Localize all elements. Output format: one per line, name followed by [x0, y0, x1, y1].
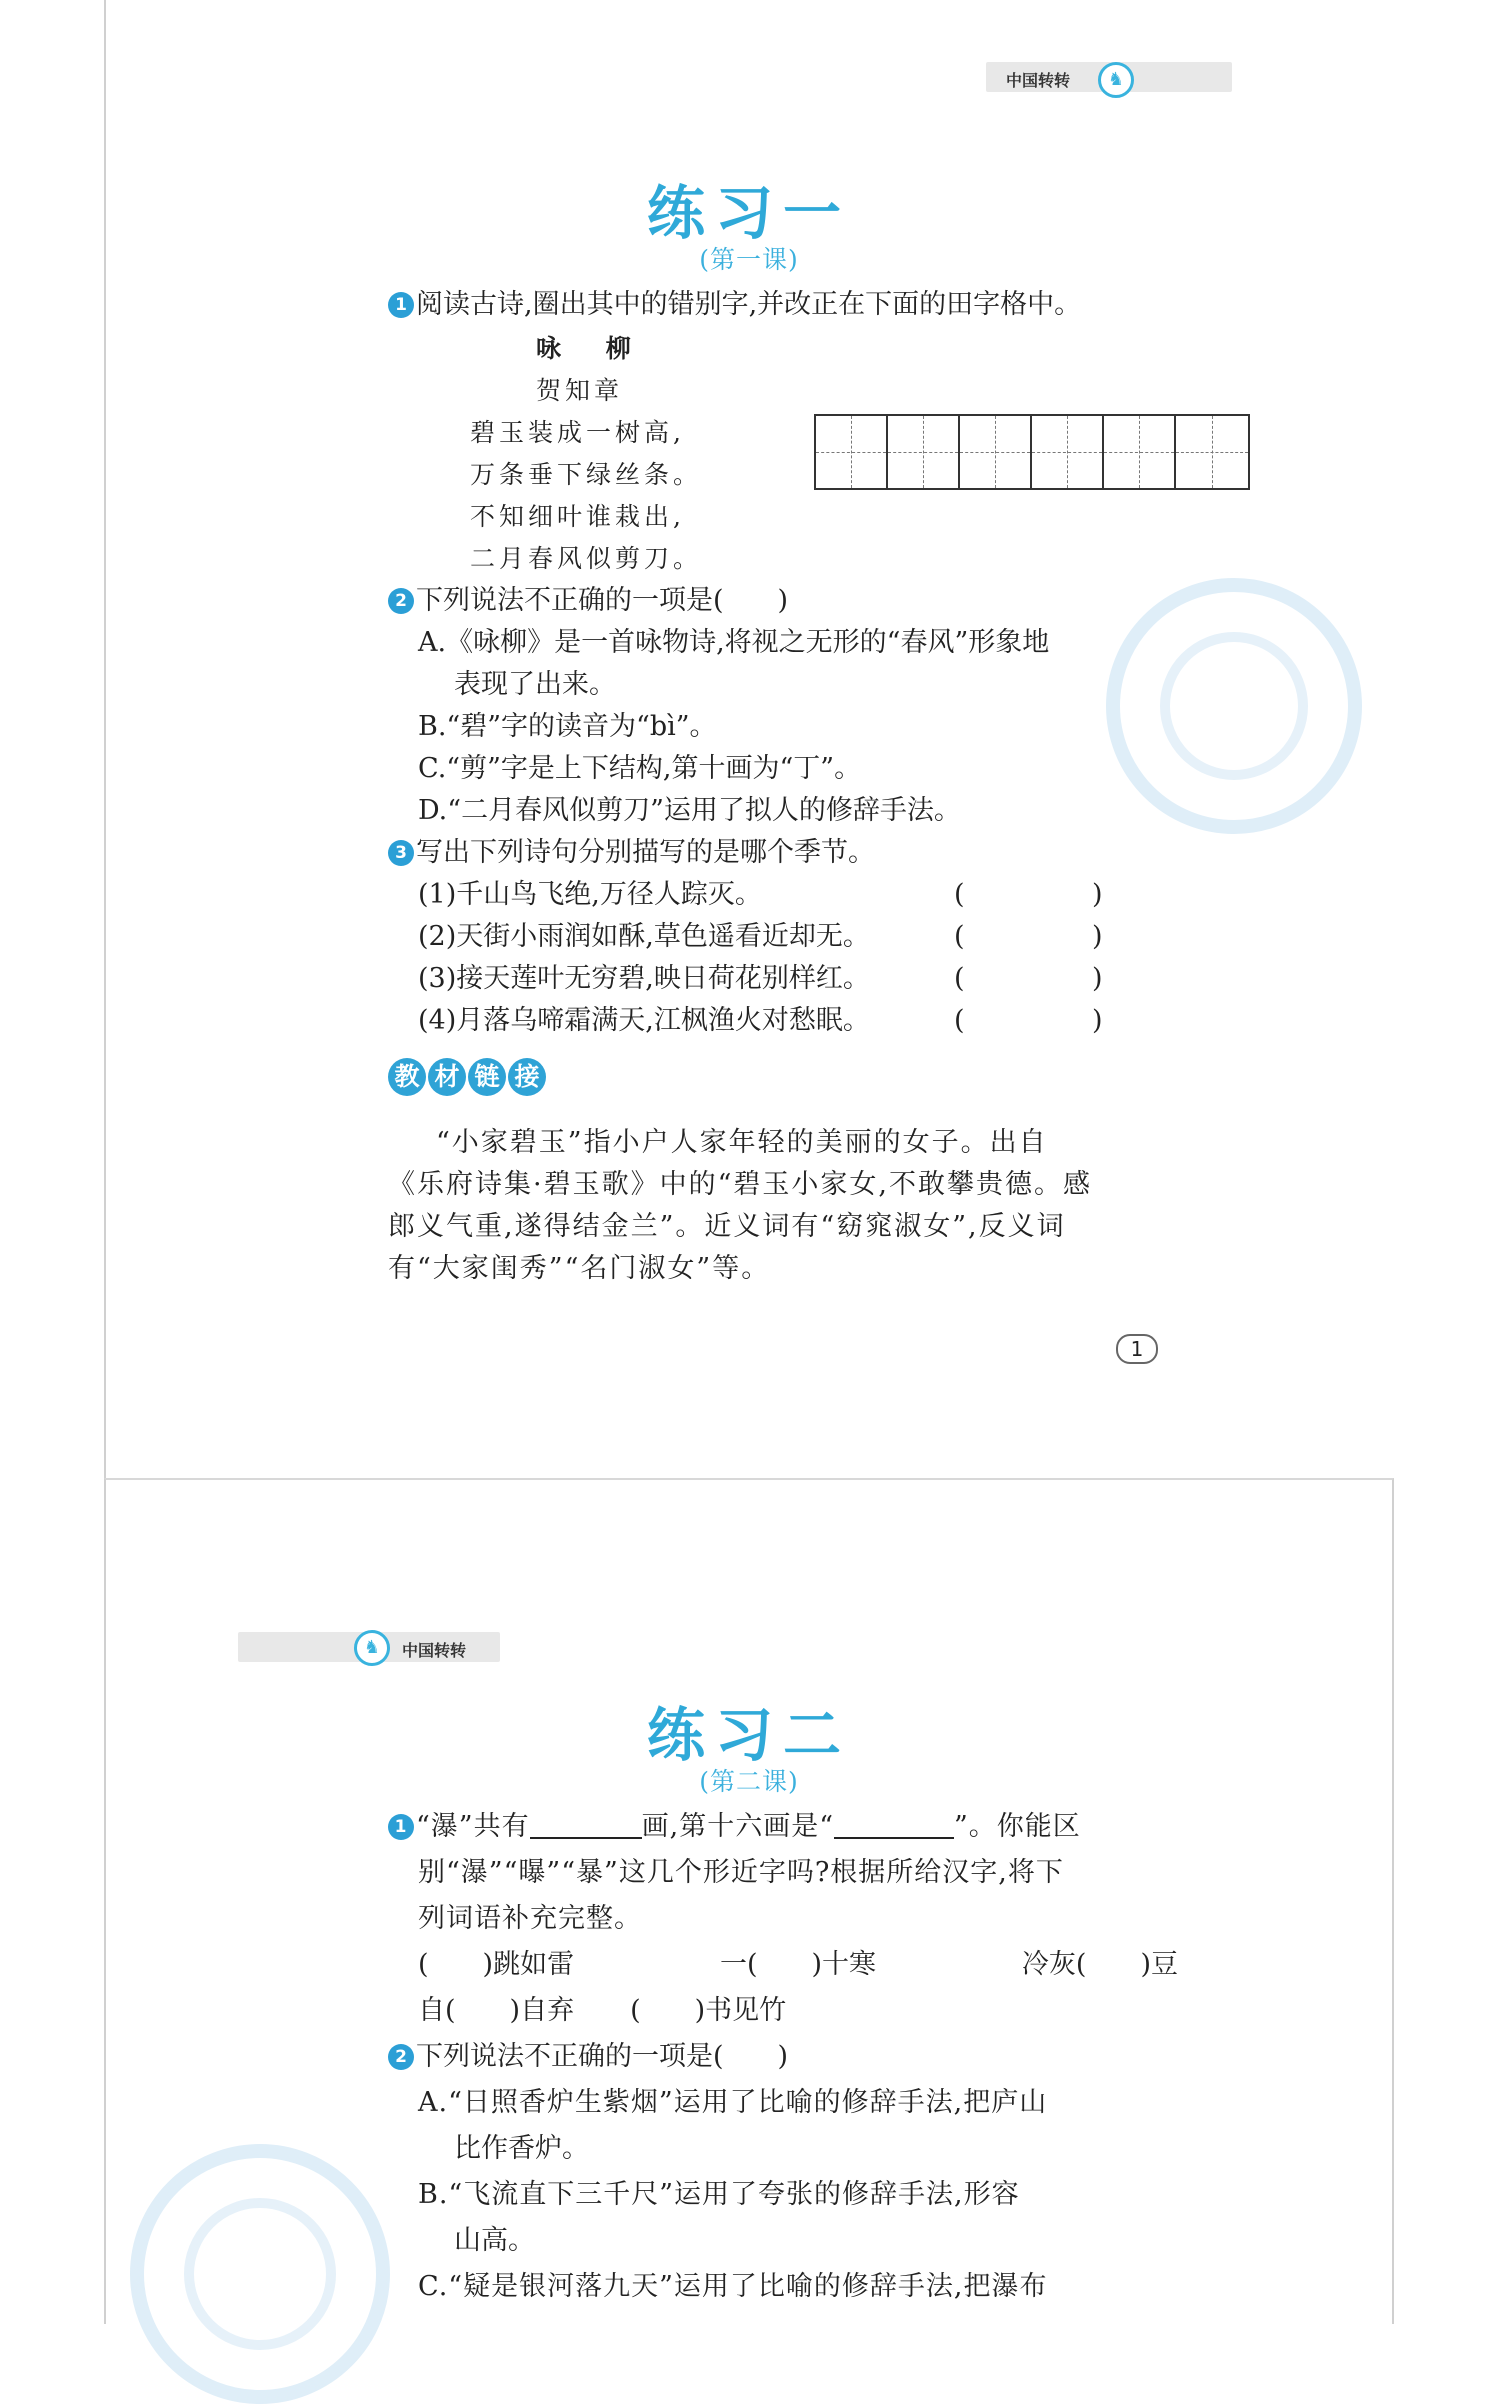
- question-2: [388, 2036, 788, 2078]
- horse-logo-icon: ♞: [1098, 62, 1134, 98]
- question-text: 写出下列诗句分别描写的是哪个季节。: [416, 837, 875, 868]
- fill-item[interactable]: 自( )自弃: [418, 1995, 575, 2026]
- question-text: 下列说法不正确的一项是( ): [416, 2041, 789, 2072]
- link-paragraph-line: 《乐府诗集·碧玉歌》中的“碧玉小家女,不敢攀贵德。感: [388, 1169, 1092, 1200]
- answer-paren-left[interactable]: (: [954, 921, 965, 952]
- option-b-cont: 山高。: [454, 2225, 535, 2256]
- fill-item[interactable]: 一( )十寒: [719, 1949, 877, 1980]
- season-item: (1)千山鸟飞绝,万径人踪灭。: [418, 879, 762, 910]
- link-paragraph-line: 郎义气重,遂得结金兰”。近义词有“窈窕淑女”,反义词: [388, 1211, 1066, 1242]
- answer-paren-right: ): [1092, 921, 1103, 952]
- page-number: 1: [1116, 1334, 1158, 1364]
- answer-paren-left[interactable]: (: [954, 963, 965, 994]
- question-number-badge: 2: [388, 588, 414, 614]
- grid-cell[interactable]: [888, 416, 960, 488]
- link-paragraph-line: 有“大家闺秀”“名门淑女”等。: [388, 1253, 771, 1284]
- option-a: A.《咏柳》是一首咏物诗,将视之无形的“春风”形象地: [418, 627, 1050, 658]
- fill-item[interactable]: 冷灰( )豆: [1021, 1949, 1178, 1980]
- answer-blank[interactable]: [530, 1811, 642, 1839]
- seal-watermark: [1106, 578, 1362, 834]
- option-a-cont: 比作香炉。: [454, 2133, 589, 2164]
- fill-row: [418, 1944, 1178, 1986]
- lesson-label: (第一课): [699, 245, 799, 274]
- link-paragraph-line: “小家碧玉”指小户人家年轻的美丽的女子。出自: [436, 1127, 1048, 1158]
- grid-cell[interactable]: [960, 416, 1032, 488]
- grid-cell[interactable]: [1176, 416, 1248, 488]
- page-1: [104, 0, 1392, 1478]
- horse-logo-icon: ♞: [354, 1630, 390, 1666]
- answer-blank[interactable]: [834, 1811, 954, 1839]
- badge-char: 接: [508, 1058, 546, 1096]
- badge-char: 教: [388, 1058, 426, 1096]
- option-b: B.“碧”字的读音为“bì”。: [418, 711, 717, 742]
- textbook-link-badge: [388, 1058, 546, 1096]
- badge-char: 材: [428, 1058, 466, 1096]
- badge-char: 链: [468, 1058, 506, 1096]
- page-2: [104, 1478, 1394, 2324]
- question-text-line: 列词语补充完整。: [418, 1903, 642, 1934]
- question-text: “瀑”共有: [416, 1811, 530, 1842]
- option-b: B.“飞流直下三千尺”运用了夸张的修辞手法,形容: [418, 2179, 1020, 2210]
- question-text: 画,第十六画是“: [641, 1811, 834, 1842]
- option-a: A.“日照香炉生紫烟”运用了比喻的修辞手法,把庐山: [418, 2087, 1048, 2118]
- answer-paren-right: ): [1092, 963, 1103, 994]
- option-c: C.“剪”字是上下结构,第十画为“丁”。: [418, 753, 862, 784]
- grid-cell[interactable]: [1104, 416, 1176, 488]
- poem-line: 二月春风似剪刀。: [470, 544, 703, 573]
- season-item: (4)月落乌啼霜满天,江枫渔火对愁眠。: [418, 1005, 870, 1036]
- fill-item[interactable]: ( )跳如雷: [418, 1949, 575, 1980]
- season-item: (3)接天莲叶无穷碧,映日荷花别样红。: [418, 963, 870, 994]
- grid-cell[interactable]: [1032, 416, 1104, 488]
- question-3: [388, 832, 875, 874]
- page-title: 练习一: [646, 179, 851, 247]
- grid-cell[interactable]: [816, 416, 888, 488]
- poem-line: 不知细叶谁栽出,: [470, 502, 685, 531]
- header-text: 中国转转: [402, 1641, 467, 1660]
- poem-title: 咏 柳: [536, 334, 649, 363]
- question-2: [388, 580, 788, 622]
- question-text: ”。你能区: [954, 1811, 1081, 1842]
- question-number-badge: 3: [388, 840, 414, 866]
- poem-line: 万条垂下绿丝条。: [470, 460, 703, 489]
- question-number-badge: 2: [388, 2044, 414, 2070]
- page-title: 练习二: [646, 1701, 851, 1769]
- question-text: 阅读古诗,圈出其中的错别字,并改正在下面的田字格中。: [416, 289, 1082, 320]
- seal-watermark: [130, 2144, 390, 2404]
- option-a-cont: 表现了出来。: [454, 669, 616, 700]
- answer-paren-left[interactable]: (: [954, 1005, 965, 1036]
- poem-author: 贺知章: [536, 376, 624, 405]
- answer-paren-left[interactable]: (: [954, 879, 965, 910]
- question-text-line: 别“瀑”“曝”“暴”这几个形近字吗?根据所给汉字,将下: [418, 1857, 1064, 1888]
- option-c: C.“疑是银河落九天”运用了比喻的修辞手法,把瀑布: [418, 2271, 1048, 2302]
- season-item: (2)天街小雨润如酥,草色遥看近却无。: [418, 921, 870, 952]
- tianzige-grid[interactable]: [814, 414, 1250, 490]
- option-d: D.“二月春风似剪刀”运用了拟人的修辞手法。: [418, 795, 961, 826]
- lesson-label: (第二课): [699, 1767, 799, 1796]
- fill-item[interactable]: ( )书见竹: [630, 1995, 787, 2026]
- question-1: [388, 284, 1081, 326]
- header-text: 中国转转: [1006, 71, 1071, 90]
- fill-row: [418, 1990, 786, 2032]
- answer-paren-right: ): [1092, 879, 1103, 910]
- question-number-badge: 1: [388, 292, 414, 318]
- question-text: 下列说法不正确的一项是( ): [416, 585, 789, 616]
- answer-paren-right: ): [1092, 1005, 1103, 1036]
- question-1: [388, 1806, 1081, 1848]
- poem-line: 碧玉装成一树高,: [470, 418, 685, 447]
- question-number-badge: 1: [388, 1814, 414, 1840]
